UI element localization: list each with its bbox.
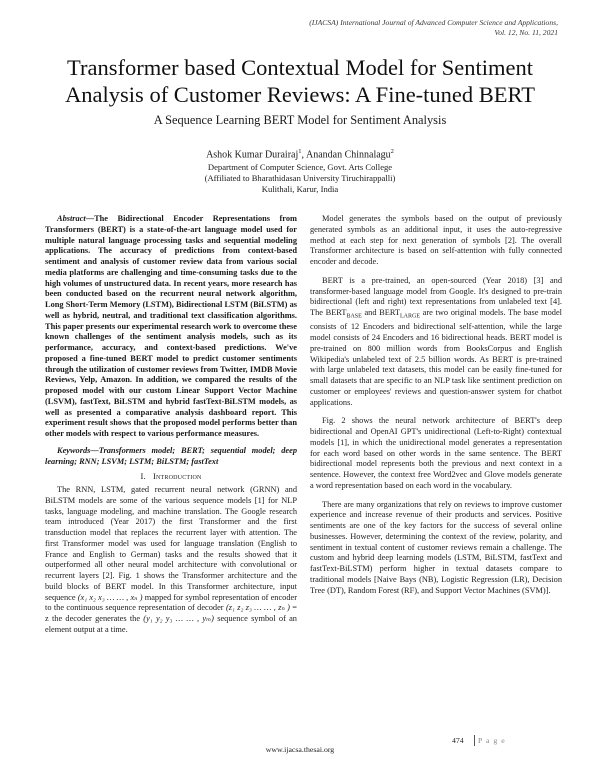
page-label-box bbox=[474, 735, 506, 746]
math-input-sequence: (x₁ x₂ x₃ … … , xₙ ) bbox=[77, 592, 143, 602]
paper-subtitle: A Sequence Learning BERT Model for Sentiment Analysis bbox=[153, 113, 447, 127]
affiliation-location: Kulithali, Karur, India bbox=[261, 184, 339, 195]
body-text: are two original models. The base model consists of 12 Encoders and bidirectional self-attention, while the large model consists of 24 Encoders and 16 bidirectional heads. BERT model is pre-trained on 800 million words from BooksCorpus and English Wikipedia's unlabeled text of 2.5 billion words. As BERT is pre-trained with large unlabeled text datasets, this model can be easily fine-tuned for small datasets that are specific to an NLP task like sentiment prediction on customer or employees' reviews and question-answer system for chatbot applications. bbox=[310, 308, 562, 407]
title-line-2: Analysis of Customer Reviews: A Fine-tuned BERT bbox=[65, 82, 535, 107]
author-list bbox=[30, 146, 570, 161]
body-paragraph bbox=[310, 276, 562, 409]
abstract-text: The Bidirectional Encoder Representations from Transformers (BERT) is a state-of-the-art language model used for multiple natural language processing tasks and sequential modeling applications. The accuracy of predictions from context-based sentiment and analysis of customer review data from various social media platforms are challenging and time-consuming tasks due to the high volumes of unstructured data. In recent years, more research has been conducted based on the recurrent neural network algorithm, Long Short-Term Memory (LSTM), Bidirectional LSTM (BiLSTM) as well as hybrid, neutral, and traditional text classification algorithms. This paper presents our experimental research work to overcome these known challenges of the sentiment analysis models, such as its performance, accuracy, and context-based predictions. We've proposed a fine-tuned BERT model to predict customer sentiments through the utilization of customer reviews from Twitter, IMDB Movie Reviews, Yelp, Amazon. In addition, we compared the results of the proposed model with our custom Linear Support Vector Machine (LSVM), fastText, BiLSTM and hybrid fastText-BiLSTM models, as well as presented a comparative analysis dashboard report. This experiment result shows that the proposed model performs better than other models with respect to various performance measures. bbox=[45, 214, 297, 438]
keywords-text: Transformers model; BERT; sequential model; deep learning; RNN; LSVM; LSTM; BiLSTM; fastText bbox=[45, 445, 297, 466]
affiliation bbox=[30, 162, 570, 196]
affiliation-dept: Department of Computer Science, Govt. Arts College bbox=[207, 162, 393, 172]
bert-base-subscript: BASE bbox=[346, 313, 362, 320]
body-paragraph: Model generates the symbols based on the output of previously generated symbols as an additional input, it uses the auto-regressive method at each step for next generation of symbols [2]. The overall Transformer architecture is based on self-attention with fully connected encoder and decode. bbox=[310, 214, 562, 266]
right-column bbox=[310, 214, 562, 596]
section-title-rest: ntroduction bbox=[156, 471, 202, 482]
keywords-label: Keywords bbox=[57, 445, 91, 455]
title-line-1: Transformer based Contextual Model for Sentiment bbox=[67, 55, 533, 80]
intro-text: sequence symbol of an element output at a time. bbox=[45, 614, 297, 634]
math-encoder-sequence: (z₁ z₂ z₃ … … , zₙ ) bbox=[225, 603, 290, 613]
body-text: BERT is a pre-trained, an open-sourced (Year 2018) [3] and transformer-based language model from Google. It's designed to pre-train bidirectional (left and right) text representations from unlabeled text [4]. The BERT bbox=[310, 275, 562, 317]
body-paragraph: Fig. 2 shows the neural network architecture of BERT's deep bidirectional and OpenAI GPT's unidirectional (Left-to-Right) contextual models [1], in which the unidirectional model generates a representation for each word based on other words in the same sentence. The BERT bidirectional model represents both the previous and next context in a sentence. However, the context free Word2vec and Glove models generate a word representation based on each word in the vocabulary. bbox=[310, 416, 562, 490]
journal-url[interactable]: www.ijacsa.thesai.org bbox=[265, 745, 335, 754]
author-name: Ashok Kumar Durairaj bbox=[206, 149, 299, 161]
journal-volume: Vol. 12, No. 11, 2021 bbox=[494, 28, 558, 37]
body-text: and BERT bbox=[361, 308, 401, 317]
body-paragraph: There are many organizations that rely on reviews to improve customer experience and increase revenue of their products and services. Positive sentiments are one of the key factors for the success of several online businesses. However, determining the context of the review, polarity, and sentiment in textual content of customer reviews remain a challenge. The custom and hybrid deep learning models (LSTM, BiLSTM, fastText and fastText-BiLSTM) perform higher in textual datasets compare to traditional models [Naive Bays (NB), Logistic Regression (LR), Decision Tree (DT), Random Forest (RF), and Support Vector Machines (SVM)]. bbox=[310, 499, 562, 595]
abstract bbox=[45, 214, 297, 440]
keywords bbox=[45, 446, 297, 468]
author-affil-mark: 2 bbox=[390, 148, 394, 155]
paper-title bbox=[30, 54, 570, 108]
page-label: P a g e bbox=[478, 736, 506, 745]
author-separator: , bbox=[301, 149, 306, 161]
intro-text: = z the decoder generates the bbox=[45, 603, 298, 623]
bert-large-subscript: LARGE bbox=[400, 313, 421, 320]
section-title-initial: I bbox=[152, 471, 156, 482]
page-number: 474 bbox=[452, 736, 464, 745]
intro-text: mapped for symbol representation of encoder to the continuous sequence representation of decoder bbox=[45, 592, 298, 613]
section-heading bbox=[45, 471, 297, 482]
section-numeral: I. bbox=[140, 471, 146, 482]
math-output-sequence: (y₁ y₂ y₃ … … , yₘ) bbox=[143, 614, 214, 623]
keywords-dash: — bbox=[90, 445, 99, 455]
intro-text: The RNN, LSTM, gated recurrent neural network (GRNN) and BiLSTM models are some of the various sequence models [1] for NLP tasks, language modeling, and machine translation. The Google research team introduced (Year 2017) the first Transformer and the first transduction model that replaces the recurrent layer with attention. The first Transformer model was used for language translation (English to France and English to German) tasks and the results showed that it outperformed all other neural model architecture with convolutional or recurrent layers [2]. Fig. 1 shows the Transformer architecture and the build blocks of BERT model. In this Transformer architecture, input sequence bbox=[45, 485, 297, 602]
author-affil-mark: 1 bbox=[298, 148, 302, 155]
journal-header bbox=[238, 18, 558, 38]
abstract-label: Abstract bbox=[57, 214, 86, 223]
intro-paragraph bbox=[45, 485, 297, 636]
affiliation-university: (Affiliated to Bharathidasan University Tiruchirappalli) bbox=[204, 173, 396, 184]
left-column bbox=[45, 214, 297, 636]
abstract-dash: — bbox=[85, 214, 95, 223]
journal-name: (IJACSA) International Journal of Advanced Computer Science and Applications, bbox=[309, 18, 558, 27]
author-name: Anandan Chinnalagu bbox=[305, 149, 391, 161]
